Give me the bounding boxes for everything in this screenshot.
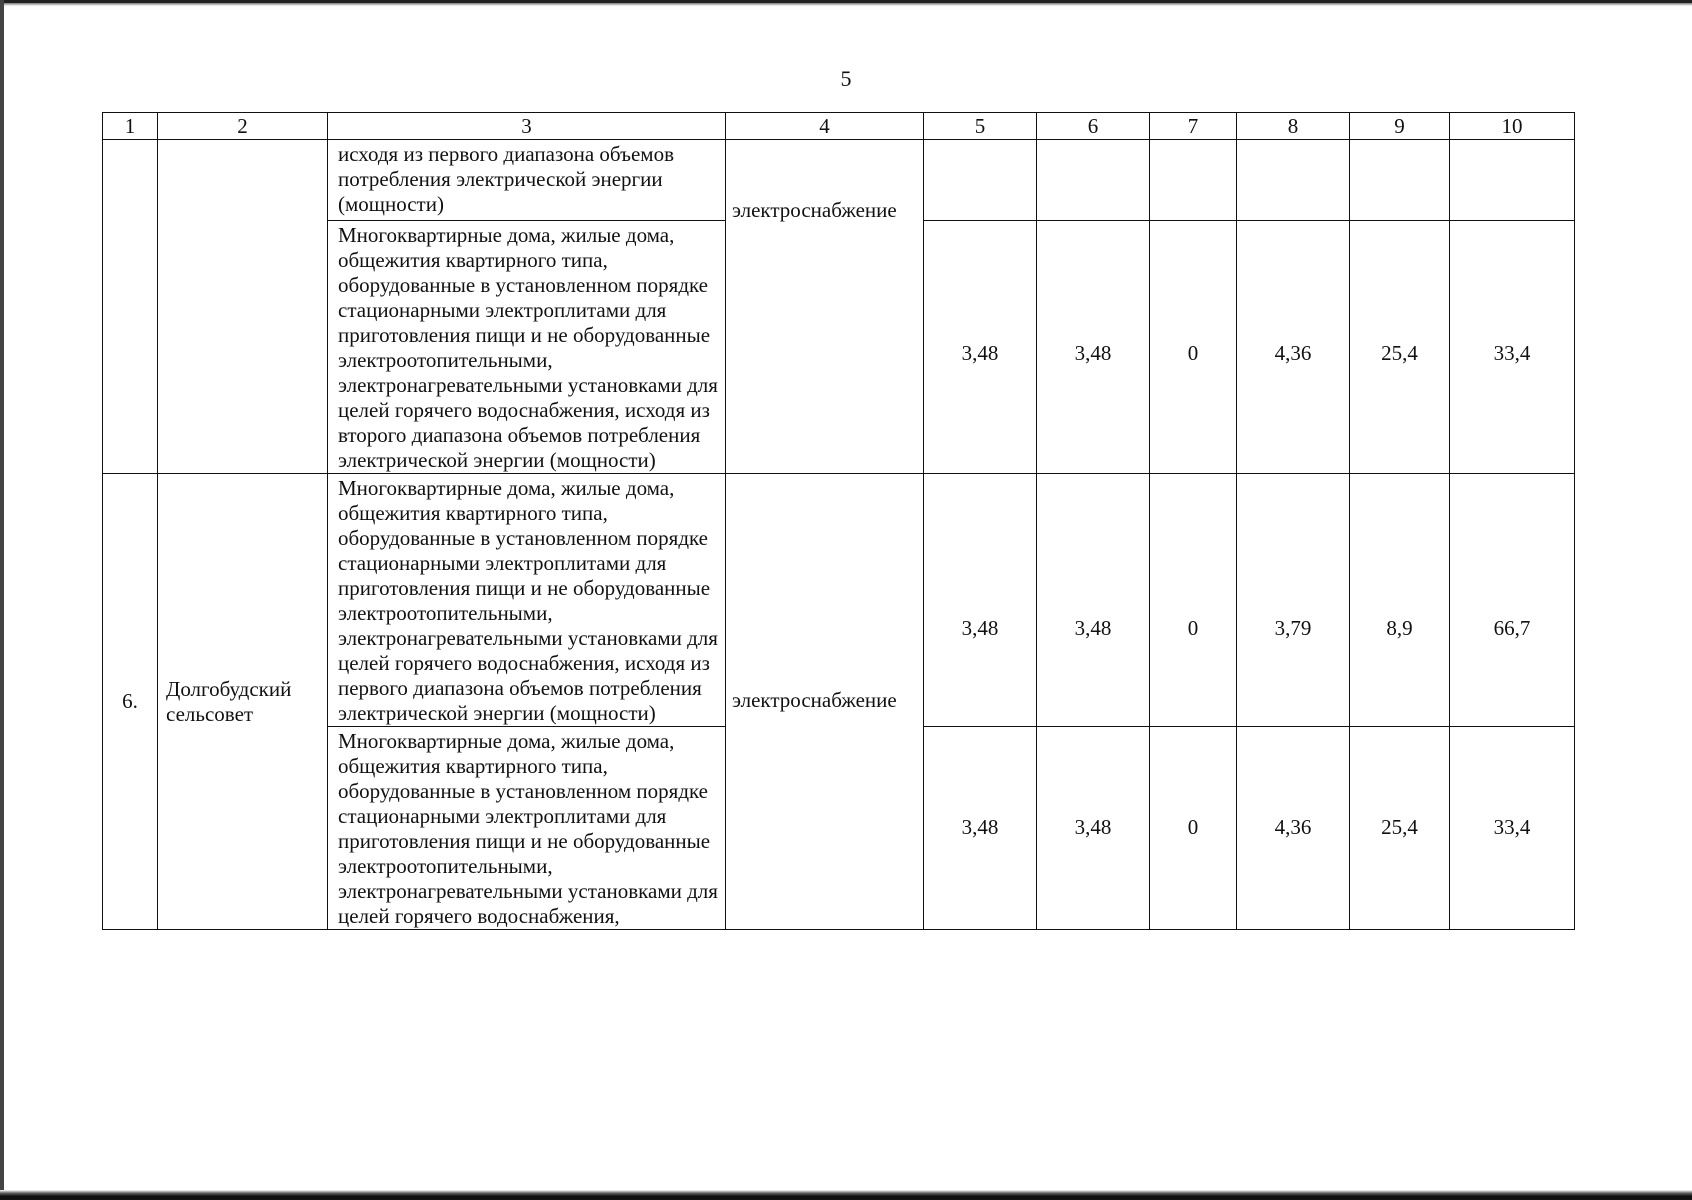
description-cell: Многоквартирные дома, жилые дома, общежития квартирного типа, оборудованные в установленном порядке стационарными электроплитами для приготовления пищи и не оборудованные электроотопительными, электронагревательными установками для целей горячего водоснабжения, исходя из первого диапазона объемов потребления электрической энергии (мощности) <box>328 474 726 727</box>
row-number-cell <box>103 140 158 474</box>
value-cell: 0 <box>1150 474 1237 727</box>
value-cell: 33,4 <box>1450 727 1575 930</box>
value-cell: 3,48 <box>1037 221 1150 474</box>
empty-value-cell <box>1237 140 1350 221</box>
value-cell: 0 <box>1150 221 1237 474</box>
value-cell: 25,4 <box>1350 221 1450 474</box>
service-cell: электроснабжение <box>726 140 924 474</box>
value-cell: 3,48 <box>1037 474 1150 727</box>
value-cell: 3,48 <box>1037 727 1150 930</box>
empty-value-cell <box>1037 140 1150 221</box>
header-cell: 9 <box>1350 113 1450 140</box>
scan-edge-top <box>0 0 1692 6</box>
tariff-table <box>102 112 1575 930</box>
header-cell: 5 <box>924 113 1037 140</box>
service-cell: электроснабжение <box>726 474 924 930</box>
empty-value-cell <box>1450 140 1575 221</box>
empty-value-cell <box>1350 140 1450 221</box>
header-cell: 4 <box>726 113 924 140</box>
value-cell: 8,9 <box>1350 474 1450 727</box>
value-cell: 3,48 <box>924 727 1037 930</box>
value-cell: 33,4 <box>1450 221 1575 474</box>
value-cell: 25,4 <box>1350 727 1450 930</box>
table-row <box>103 140 1575 221</box>
header-cell: 2 <box>158 113 328 140</box>
scan-edge-bottom <box>0 1190 1692 1200</box>
settlement-cell <box>158 140 328 474</box>
row-number-cell: 6. <box>103 474 158 930</box>
table-header-row <box>103 113 1575 140</box>
value-cell: 66,7 <box>1450 474 1575 727</box>
header-cell: 1 <box>103 113 158 140</box>
page-number: 5 <box>840 66 852 91</box>
description-cell: Многоквартирные дома, жилые дома, общежития квартирного типа, оборудованные в установленном порядке стационарными электроплитами для приготовления пищи и не оборудованные электроотопительными, электронагревательными установками для целей горячего водоснабжения, исходя из второго диапазона объемов потребления электрической энергии (мощности) <box>328 221 726 474</box>
header-cell: 6 <box>1037 113 1150 140</box>
table-row <box>103 474 1575 727</box>
settlement-cell: Долгобудский сельсовет <box>158 474 328 930</box>
header-cell: 8 <box>1237 113 1350 140</box>
empty-value-cell <box>1150 140 1237 221</box>
value-cell: 3,48 <box>924 221 1037 474</box>
description-cell: Многоквартирные дома, жилые дома, общежития квартирного типа, оборудованные в установленном порядке стационарными электроплитами для приготовления пищи и не оборудованные электроотопительными, электронагревательными установками для целей горячего водоснабжения, <box>328 727 726 930</box>
header-cell: 10 <box>1450 113 1575 140</box>
value-cell: 4,36 <box>1237 221 1350 474</box>
description-cell: исходя из первого диапазона объемов потребления электрической энергии (мощности) <box>328 140 726 221</box>
header-cell: 3 <box>328 113 726 140</box>
value-cell: 3,79 <box>1237 474 1350 727</box>
empty-value-cell <box>924 140 1037 221</box>
value-cell: 3,48 <box>924 474 1037 727</box>
value-cell: 0 <box>1150 727 1237 930</box>
scan-edge-left <box>0 0 4 1200</box>
header-cell: 7 <box>1150 113 1237 140</box>
value-cell: 4,36 <box>1237 727 1350 930</box>
